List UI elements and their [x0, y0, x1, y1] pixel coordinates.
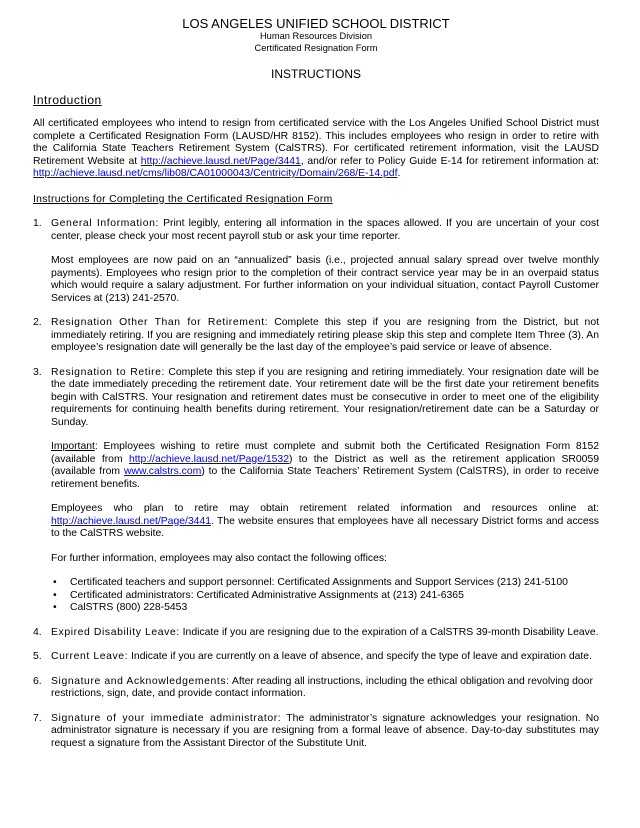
item-text: Complete this step if you are resigning from the District, but not immediately retiring. If you are resigning and immediately retiring please skip this step and complete Item Three (3). An employee’s resignation date will generally be the last day of the employee’s paid service or leave of absence. — [51, 317, 599, 353]
list-item-7 — [33, 713, 599, 751]
list-item-1 — [33, 218, 599, 305]
form-subtitle: Certificated Resignation Form — [254, 42, 378, 53]
retirement-website-link[interactable]: http://achieve.lausd.net/Page/3441 — [140, 155, 301, 167]
form-8152-link[interactable]: http://achieve.lausd.net/Page/1532 — [128, 453, 289, 465]
intro-text-1: All certificated employees who intend to resign from certificated service with the Los Angeles Unified School District must complete a Certificated Resignation Form (LAUSD/HR 8152). This includes employees who resign in order to retire with the California State Teachers Retirement System (CalSTRS). For certificated retirement information, visit the LAUSD Retirement Website at — [33, 118, 599, 167]
important-label: Important — [51, 441, 95, 452]
division-subtitle: Human Resources Division — [259, 31, 373, 41]
intro-text-3: . — [397, 168, 401, 179]
item-text: Print legibly, entering all information in the spaces allowed. If you are uncertain of your cost center, please check your most recent payroll stub or ask your time reporter. — [51, 218, 600, 242]
instructions-heading: INSTRUCTIONS — [271, 67, 361, 81]
item-number: 6. — [33, 675, 42, 687]
item-label: Current Leave: — [51, 651, 129, 662]
contact-paragraph: For further information, employees may also contact the following offices: — [51, 552, 387, 564]
item-text: The administrator’s signature acknowledges your resignation. No administrator signature is necessary if you are resigning from a formal leave of absence. Day-to-day substitutes may request a signature from the Assistant Director of the Substitute Unit. — [51, 712, 599, 749]
item-number: 7. — [33, 712, 42, 724]
district-title: LOS ANGELES UNIFIED SCHOOL DISTRICT — [182, 16, 450, 31]
resources-paragraph: Employees who plan to retire may obtain retirement related information and resources online at: http://achieve.lausd.net/Page/3441. The website ensures that employees have all necessary District forms and access to the CalSTRS website. — [51, 503, 599, 539]
payroll-paragraph: Most employees are now paid on an “annualized” basis (i.e., projected annual salary spread over twelve monthly payments). Employees who resign prior to the completion of their contract service year may be in an overpaid status which would require a salary adjustment. For further information on your individual situation, contact Payroll Customer Services at (213) 241-2570. — [51, 255, 599, 304]
contact-list-item: • Certificated teachers and support personnel: Certificated Assignments and Support Services (213) 241-5100 — [51, 577, 599, 590]
item-text: Complete this step if you are resigning and retiring immediately. Your resignation date will be the date immediately preceding the retirement date. Your retirement date will be the first date your retirement benefits begin with CalSTRS. Your resignation and retirement dates must be consecutive in order to meet one of the eligibility requirements for continuing health benefits during retirement. Your resignation/retirement date can be a Saturday or Sunday. — [51, 366, 599, 428]
document-page — [33, 16, 599, 750]
item-label: Expired Disability Leave: — [51, 626, 180, 638]
policy-guide-link[interactable]: http://achieve.lausd.net/cms/lib08/CA01000043/Centricity/Domain/268/E-14.pdf — [33, 168, 398, 179]
item-number: 2. — [33, 317, 42, 328]
list-item-6 — [33, 676, 599, 701]
contact-list-item: • CalSTRS (800) 228-5453 — [51, 602, 599, 615]
item-text: After reading all instructions, including the ethical obligation and revolving door restrictions, sign, date, and provide contact information. — [51, 675, 593, 699]
item-number: 1. — [33, 218, 42, 229]
completion-instructions-heading: Instructions for Completing the Certificated Resignation Form — [33, 193, 333, 205]
item-label: Resignation Other Than for Retirement: — [51, 317, 269, 328]
retirement-resources-link[interactable]: http://achieve.lausd.net/Page/3441 — [51, 515, 212, 527]
intro-text-2: , and/or refer to Policy Guide E-14 for retirement information at: — [300, 155, 599, 167]
item-number: 3. — [33, 366, 42, 378]
item-text: Indicate if you are resigning due to the expiration of a CalSTRS 39-month Disability Leave. — [179, 626, 599, 638]
item-text: Indicate if you are currently on a leave of absence, and specify the type of leave and expiration date. — [128, 651, 592, 662]
item-label: Signature and Acknowledgements: — [51, 675, 230, 687]
item-label: Signature of your immediate administrator: — [51, 712, 282, 724]
contact-list — [51, 577, 599, 615]
calstrs-link[interactable]: www.calstrs.com — [123, 466, 202, 477]
introduction-heading: Introduction — [33, 93, 102, 107]
list-item-2 — [33, 317, 599, 355]
list-item-5 — [33, 651, 599, 664]
list-item-3 — [33, 367, 599, 615]
list-item-4 — [33, 627, 599, 640]
contact-list-item: • Certificated administrators: Certificated Administrative Assignments at (213) 241-6365 — [51, 590, 599, 603]
item-number: 5. — [33, 651, 42, 662]
important-paragraph: Important: Employees wishing to retire must complete and submit both the Certificated Resignation Form 8152 (available from http://achieve.lausd.net/Page/1532) to the District as well as the retirement application SR0059 (available from www.calstrs.com) to the California State Teachers’ Retirement System (CalSTRS), in order to receive retirement benefits. — [51, 441, 600, 490]
introduction-paragraph — [33, 118, 599, 181]
item-label: General Information: — [51, 218, 159, 229]
item-number: 4. — [33, 626, 42, 638]
item-label: Resignation to Retire: — [51, 366, 166, 378]
